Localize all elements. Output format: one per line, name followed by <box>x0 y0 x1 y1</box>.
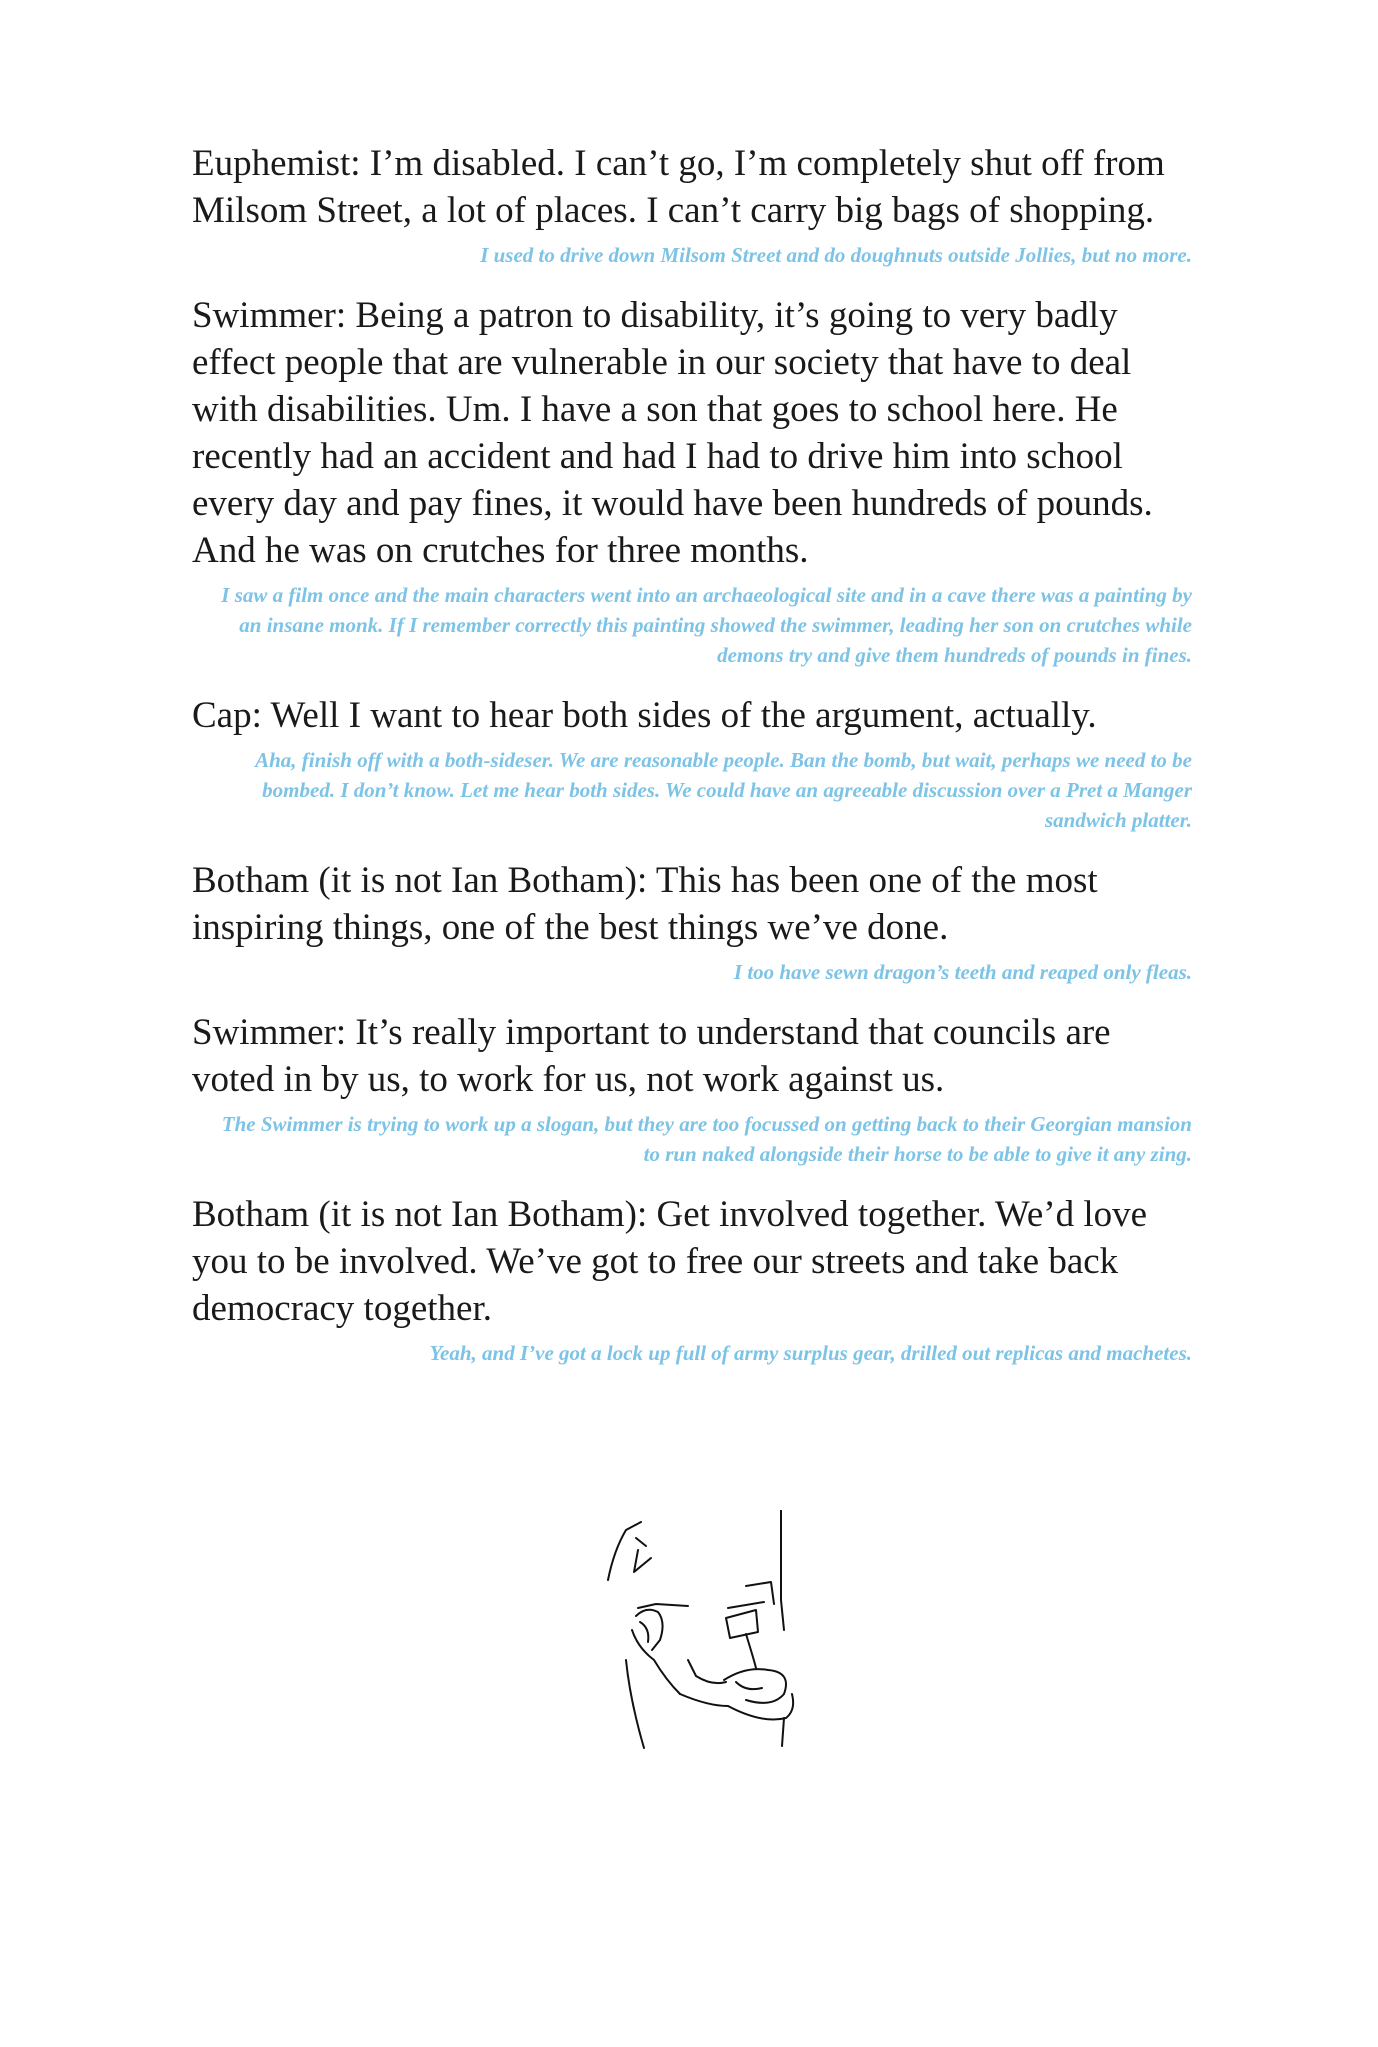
annotation: Aha, finish off with a both-sideser. We are reasonable people. Ban the bomb, but wait, perhaps we need to be bombed. I don’t know. Let me hear both sides. We could have an agreeable discussion over a Pret a Manger sandwich platter. <box>255 748 1192 832</box>
annotation: The Swimmer is trying to work up a slogan, but they are too focussed on getting back to their Georgian mansion to run naked alongside their horse to be able to give it any zing. <box>221 1112 1192 1166</box>
speech-line: Swimmer: It’s really important to understand that councils are voted in by us, to work for us, not work against us. <box>192 1012 1111 1100</box>
transcript <box>192 140 1192 1390</box>
dialogue-block-4 <box>192 857 1192 987</box>
annotation: I used to drive down Milsom Street and do doughnuts outside Jollies, but no more. <box>480 243 1192 267</box>
speech-line: Cap: Well I want to hear both sides of the argument, actually. <box>192 695 1097 736</box>
dialogue-block-3 <box>192 692 1192 835</box>
speech-line: Botham (it is not Ian Botham): This has been one of the most inspiring things, one of the best things we’ve done. <box>192 860 1098 948</box>
speech-line: Euphemist: I’m disabled. I can’t go, I’m completely shut off from Milsom Street, a lot of places. I can’t carry big bags of shopping. <box>192 143 1165 231</box>
dialogue-block-2 <box>192 292 1192 670</box>
annotation: I saw a film once and the main characters went into an archaeological site and in a cave there was a painting by an insane monk. If I remember correctly this painting showed the swimmer, leading her son on crutches while demons try and give them hundreds of pounds in fines. <box>221 583 1192 667</box>
speech-line: Botham (it is not Ian Botham): Get involved together. We’d love you to be involved. We’ve got to free our streets and take back democracy together. <box>192 1194 1148 1329</box>
dialogue-block-1 <box>192 140 1192 270</box>
annotation: I too have sewn dragon’s teeth and reaped only fleas. <box>733 960 1192 984</box>
dialogue-block-6 <box>192 1191 1192 1368</box>
speech-line: Swimmer: Being a patron to disability, it’s going to very badly effect people that are vulnerable in our society that have to deal with disabilities. Um. I have a son that goes to school here. He recently had an accident and had I had to drive him into school every day and pay fines, it would have been hundreds of pounds. And he was on crutches for three months. <box>192 295 1153 571</box>
dialogue-block-5 <box>192 1009 1192 1169</box>
face-line-drawing-icon <box>596 1510 806 1750</box>
annotation: Yeah, and I’ve got a lock up full of army surplus gear, drilled out replicas and machetes. <box>429 1341 1192 1365</box>
